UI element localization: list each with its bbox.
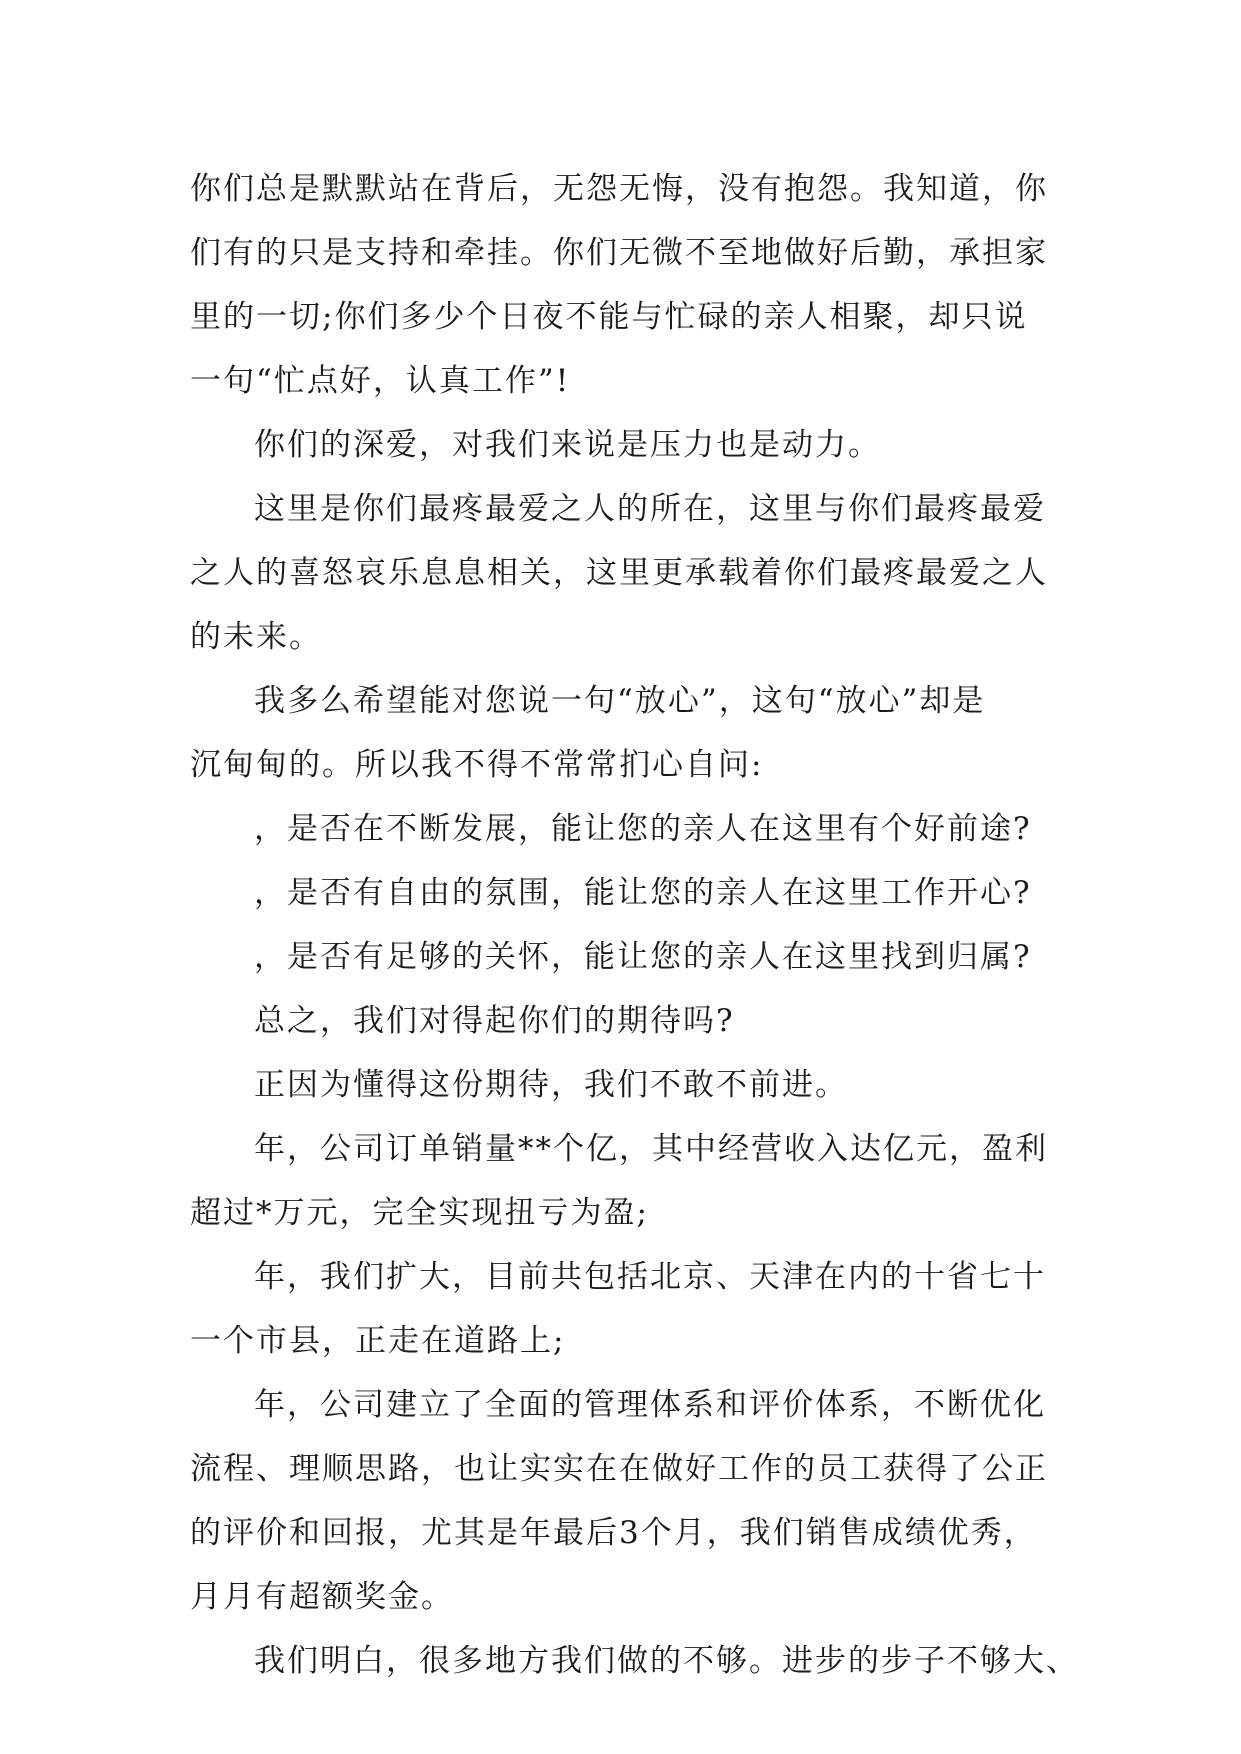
- paragraph-start-line: 你们的深爱，对我们来说是压力也是动力。: [254, 427, 881, 463]
- paragraph-start-line: 正因为懂得这份期待，我们不敢不前进。: [254, 1067, 848, 1103]
- text-line: 你们总是默默站在背后，无怨无悔，没有抱怨。我知道，你: [190, 171, 1048, 207]
- text-line: 一句“忙点好，认真工作”!: [190, 363, 571, 399]
- text-line: 超过*万元，完全实现扭亏为盈;: [190, 1195, 649, 1231]
- paragraph-start-line: ，是否有足够的关怀，能让您的亲人在这里找到归属?: [254, 939, 1032, 975]
- text-line: 月月有超额奖金。: [190, 1579, 454, 1615]
- text-line: 的未来。: [190, 619, 322, 655]
- document-body: [190, 157, 1079, 1693]
- paragraph-start-line: 我们明白，很多地方我们做的不够。进步的步子不够大、: [254, 1643, 1079, 1679]
- paragraph-start-line: 年，我们扩大，目前共包括北京、天津在内的十省七十: [254, 1259, 1046, 1295]
- text-line: 一个市县，正走在道路上;: [190, 1323, 566, 1359]
- text-line: 沉甸甸的。所以我不得不常常扪心自问:: [190, 747, 764, 783]
- paragraph-start-line: 年，公司建立了全面的管理体系和评价体系，不断优化: [254, 1387, 1046, 1423]
- paragraph-start-line: 总之，我们对得起你们的期待吗?: [254, 1003, 735, 1039]
- paragraph-start-line: 我多么希望能对您说一句“放心”，这句“放心”却是: [254, 683, 986, 719]
- text-line: 流程、理顺思路，也让实实在在做好工作的员工获得了公正: [190, 1451, 1048, 1487]
- paragraph-start-line: 年，公司订单销量**个亿，其中经营收入达亿元，盈利: [254, 1131, 1048, 1167]
- paragraph-start-line: ，是否有自由的氛围，能让您的亲人在这里工作开心?: [254, 875, 1032, 911]
- paragraph-start-line: ，是否在不断发展，能让您的亲人在这里有个好前途?: [254, 811, 1032, 847]
- text-line: 的评价和回报，尤其是年最后3个月，我们销售成绩优秀，: [190, 1515, 1037, 1551]
- text-line: 里的一切;你们多少个日夜不能与忙碌的亲人相聚，却只说: [190, 299, 1028, 335]
- paragraph-start-line: 这里是你们最疼最爱之人的所在，这里与你们最疼最爱: [254, 491, 1046, 527]
- text-line: 们有的只是支持和牵挂。你们无微不至地做好后勤，承担家: [190, 235, 1048, 271]
- text-line: 之人的喜怒哀乐息息相关，这里更承载着你们最疼最爱之人: [190, 555, 1048, 591]
